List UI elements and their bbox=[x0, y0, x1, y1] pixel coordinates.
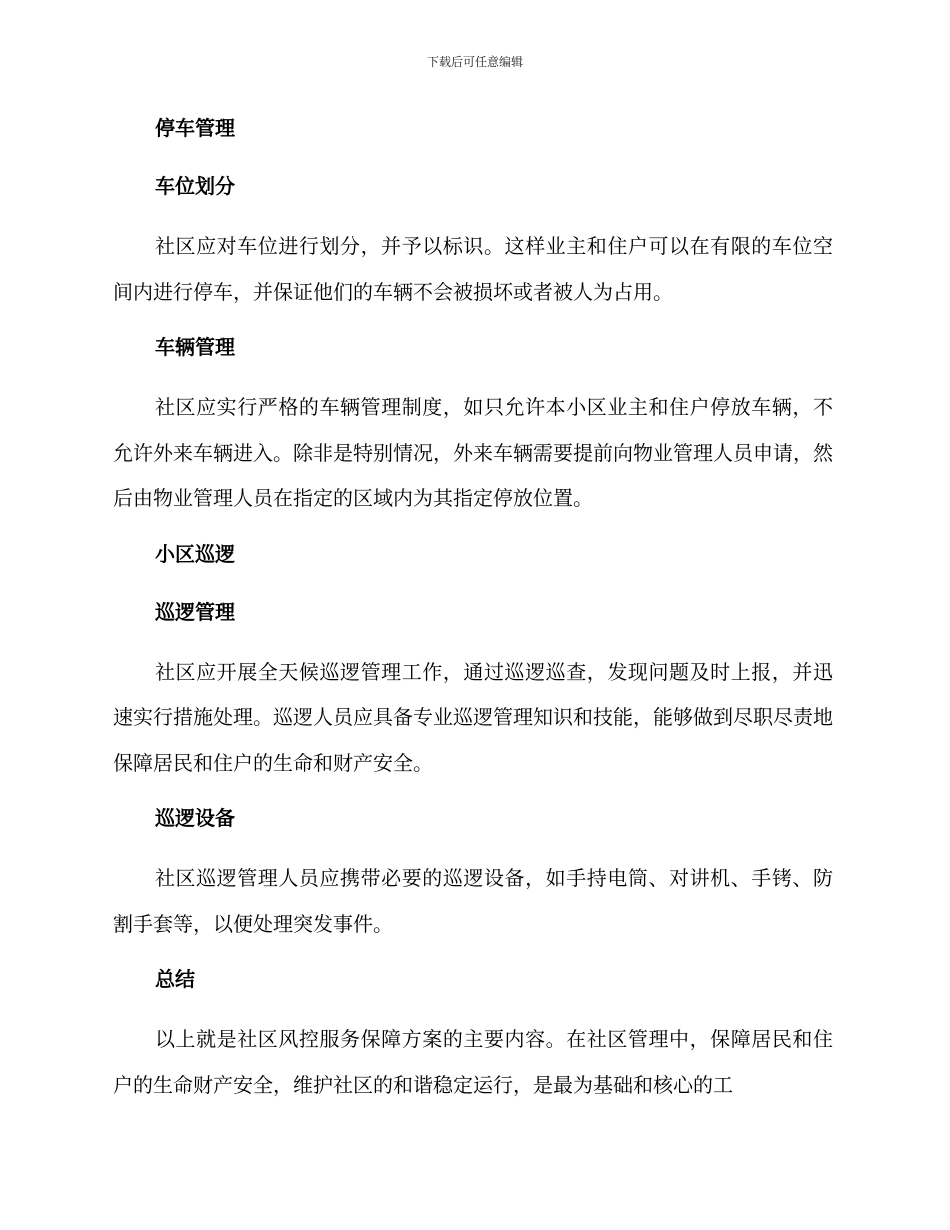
paragraph-patrol-equipment: 社区巡逻管理人员应携带必要的巡逻设备，如手持电筒、对讲机、手铐、防割手套等，以便处理突发事件。 bbox=[113, 866, 833, 936]
subheading-patrol-equipment: 巡逻设备 bbox=[155, 806, 235, 830]
subheading-space-division: 车位划分 bbox=[155, 174, 235, 198]
paragraph-summary: 以上就是社区风控服务保障方案的主要内容。在社区管理中，保障居民和住户的生命财产安全，维护社区的和谐稳定运行，是最为基础和核心的工 bbox=[113, 1027, 833, 1097]
section-heading-patrol: 小区巡逻 bbox=[155, 541, 235, 566]
section-heading-summary: 总结 bbox=[155, 967, 195, 991]
subheading-vehicle-management: 车辆管理 bbox=[155, 335, 235, 359]
document-body bbox=[113, 108, 833, 1120]
page-header-note: 下载后可任意编辑 bbox=[426, 55, 523, 69]
paragraph-vehicle-management: 社区应实行严格的车辆管理制度，如只允许本小区业主和住户停放车辆，不允许外来车辆进入。除非是特别情况，外来车辆需要提前向物业管理人员申请，然后由物业管理人员在指定的区域内为其指定停放位置。 bbox=[113, 395, 833, 510]
section-heading-parking: 停车管理 bbox=[155, 116, 235, 140]
paragraph-patrol-management: 社区应开展全天候巡逻管理工作，通过巡逻巡查，发现问题及时上报，并迅速实行措施处理。巡逻人员应具备专业巡逻管理知识和技能，能够做到尽职尽责地保障居民和住户的生命和财产安全。 bbox=[113, 659, 833, 775]
paragraph-space-division: 社区应对车位进行划分，并予以标识。这样业主和住户可以在有限的车位空间内进行停车，并保证他们的车辆不会被损坏或者被人为占用。 bbox=[113, 234, 833, 304]
subheading-patrol-management: 巡逻管理 bbox=[155, 599, 235, 624]
